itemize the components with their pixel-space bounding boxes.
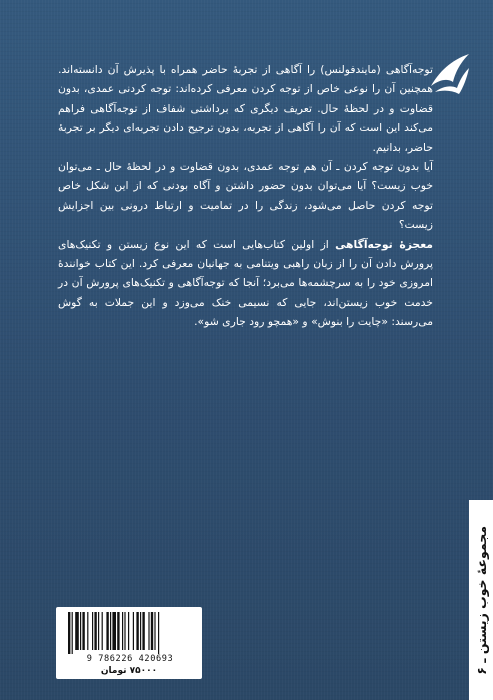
series-strip [469,500,493,700]
book-description-text: از اولین کتاب‌هایی است که این نوع زیستن و تکنیک‌های پرورش دادن آن را از زبان راهبی ویتنامی به جهانیان معرفی کرد. این کتاب خوانندۀ امروزی خود را به سرچشمه‌ها می‌برد؛ آنجا که توجه‌آگاهی و تکنیک‌های پرورش آن در خدمت خوب زیستن‌اند، جایی که نسیمی خنک می‌وزد و این جملات به گوش می‌رسند: «چایت را بنوش» و «همچو رود جاری شو». [58,237,433,329]
barcode-icon [68,612,190,654]
book-title-inline: معجزۀ توجه‌آگاهی [335,237,433,251]
back-cover-text [58,60,433,332]
publisher-logo-icon [429,52,471,96]
price-label: ۷۵۰۰۰ تومان [100,666,158,676]
series-label: مجموعۀ خوب زیستن ـ ۶ [473,525,489,675]
question-paragraph: آیا بدون توجه کردن ـ آن هم توجه عمدی، بدون قضاوت و در لحظۀ حال ـ می‌توان خوب زیست؟ آیا می‌توان بدون حضور داشتن و آگاه بودنی که از این شکل خاص توجه کردن حاصل می‌شود، زندگی را در تمامیت و ارتباط درونی بین اجزایش زیست؟ [58,160,433,232]
barcode-box [56,607,202,679]
isbn-number: 9 786226 420693 [86,654,174,664]
intro-paragraph: توجه‌آگاهی (مایندفولنس) را آگاهی از تجربۀ حاضر همراه با پذیرش آن دانسته‌اند. همچنین آن را نوعی خاص از توجه کردن معرفی کرده‌اند: توجه کردنی عمدی، بدون قضاوت و در لحظۀ حال. تعریف دیگری که برداشتی شفاف از توجه‌آگاهی فراهم می‌کند این است که آن را آگاهی از تجربه، بدون ترجیح دادن تجربه‌ای دیگر بر تجربۀ حاضر، بدانیم. [58,63,433,154]
book-description-paragraph [58,235,433,332]
